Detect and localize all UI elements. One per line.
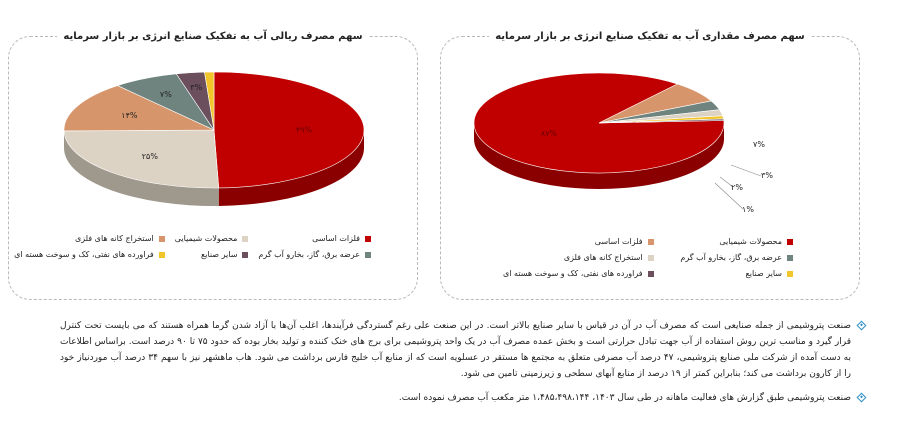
pie-chart-volume — [441, 37, 861, 227]
legend-swatch — [159, 252, 165, 258]
chart-panel-rial — [8, 31, 418, 300]
paragraph — [60, 318, 865, 382]
body-text — [60, 318, 865, 406]
data-label: ۳% — [761, 171, 773, 180]
legend-swatch — [787, 255, 793, 261]
chart-panel-volume — [440, 31, 860, 300]
data-label: ۷% — [753, 140, 765, 149]
legend-swatch — [787, 239, 793, 245]
paragraph-text: صنعت پتروشیمی طبق گزارش های فعالیت ماهانه در طی سال ۱۴۰۳، ۱،۴۸۵،۴۹۸،۱۴۴ متر مکعب آب مصرف نموده است. — [398, 393, 851, 403]
diamond-bullet-icon — [857, 321, 867, 331]
legend-label: فلزات اساسی — [312, 234, 360, 243]
legend-swatch — [242, 252, 248, 258]
data-label: ۳% — [190, 83, 203, 93]
legend-label: محصولات شیمیایی — [174, 234, 238, 243]
paragraph — [60, 390, 865, 406]
legend-swatch — [365, 236, 371, 242]
data-label: ۲۵% — [141, 152, 158, 162]
legend-label: استخراج کانه های فلزی — [74, 234, 154, 243]
legend-item — [14, 234, 165, 243]
legend-label: عرضه برق، گاز، بخارو آب گرم — [680, 253, 782, 262]
data-label: ۱% — [742, 205, 754, 214]
data-label: ۷% — [159, 89, 172, 99]
legend-swatch — [365, 252, 371, 258]
chart-title: سهم مصرف مقداری آب به تفکیک صنایع انرژی بر بازار سرمایه — [489, 31, 811, 42]
legend-item — [14, 250, 165, 259]
legend-item — [503, 269, 654, 278]
legend-swatch — [648, 271, 654, 277]
legend-item — [175, 234, 249, 243]
legend-label: سایر صنایع — [200, 250, 238, 259]
data-label: ۸۷% — [540, 129, 558, 139]
legend-item — [258, 250, 371, 259]
legend-swatch — [648, 239, 654, 245]
legend-swatch — [787, 271, 793, 277]
legend-item — [503, 253, 654, 262]
chart-title: سهم مصرف ریالی آب به تفکیک صنایع انرژی بر بازار سرمایه — [57, 31, 368, 42]
diamond-bullet-icon — [857, 393, 867, 403]
legend-swatch — [159, 236, 165, 242]
pie-chart-rial — [9, 37, 419, 227]
legend-swatch — [242, 236, 248, 242]
data-label: ۴۹% — [295, 125, 313, 135]
legend-item — [258, 234, 371, 243]
legend-label: عرضه برق، گاز، بخارو آب گرم — [258, 250, 360, 259]
legend-label: فراورده های نفتی، کک و سوخت هسته ای — [503, 269, 643, 278]
leader-line — [731, 165, 761, 176]
legend-item — [664, 253, 793, 262]
legend-item — [664, 269, 793, 278]
legend — [503, 237, 793, 278]
legend-label: استخراج کانه های فلزی — [563, 253, 643, 262]
legend-label: سایر صنایع — [745, 269, 782, 278]
data-label: ۲% — [731, 183, 743, 192]
paragraph-text: صنعت پتروشیمی از جمله صنایعی است که مصرف آب در آن در قیاس با سایر صنایع بالاتر است. در این صنعت علی رغم گستردگی فرآیندها، اغلب آن‌ها با آزاد شدن گرما همراه هستند که می بایست تحت کنترل قرار گیرد و مناسب ترین روش استفاده از آب جهت تبادل حرارتی است و بخش عمده مصرف آب در یک واحد پتروشیمی برای برج های خنک کننده و تولید بخار بوده که حدود ۷۵ تا ۹۰ درصد است. براساس اطلاعات به دست آمده از شرکت ملی صنایع پتروشیمی، ۴۷ درصد آب مصرفی متعلق به مجتمع ها مستقر در عسلویه است که از منابع آب خلیج فارس برداشت می شود. هاب ماهشهر نیز با سهم ۳۴ درصد آب موردنیاز خود را از کارون برداشت می کند؛ بنابراین کمتر از ۱۹ درصد از منابع آبهای سطحی و زیرزمینی تامین می شود. — [60, 321, 852, 379]
legend-label: فلزات اساسی — [594, 237, 643, 246]
legend-label: محصولات شیمیایی — [719, 237, 782, 246]
legend-label: فراورده های نفتی، کک و سوخت هسته ای — [14, 250, 154, 259]
legend-item — [503, 237, 654, 246]
data-label: ۱۴% — [121, 111, 138, 121]
legend-item — [175, 250, 249, 259]
legend — [14, 234, 371, 259]
legend-swatch — [648, 255, 654, 261]
legend-item — [664, 237, 793, 246]
